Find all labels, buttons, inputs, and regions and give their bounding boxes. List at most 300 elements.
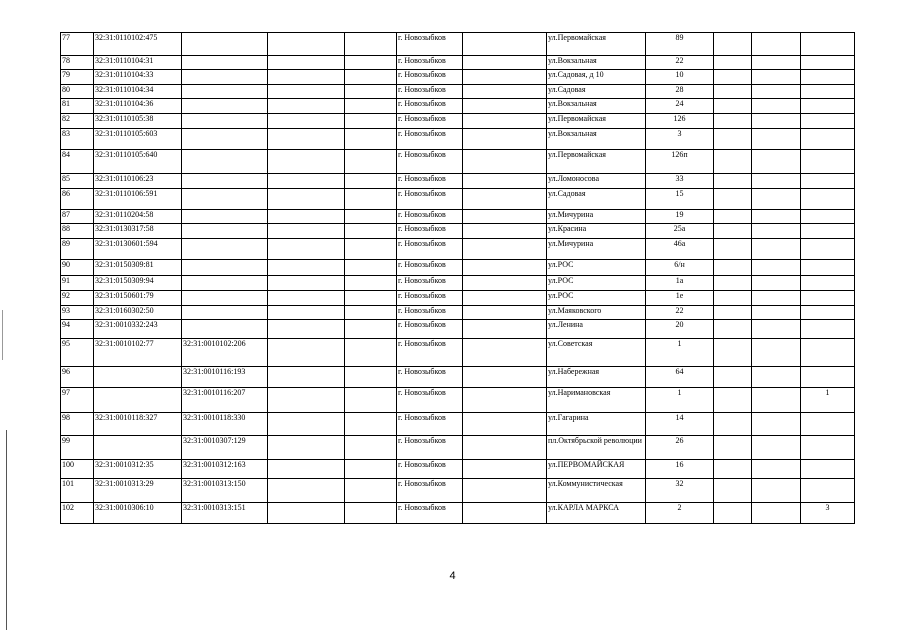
cell-empty bbox=[463, 56, 547, 70]
cell-empty bbox=[345, 388, 397, 413]
cell-house: 14 bbox=[646, 413, 714, 436]
cell-house: 46а bbox=[646, 239, 714, 260]
cell-cad2 bbox=[182, 210, 268, 224]
cell-extra bbox=[801, 413, 855, 436]
cell-empty bbox=[268, 388, 345, 413]
cell-empty bbox=[345, 276, 397, 291]
cell-cad1: 32:31:0110106:591 bbox=[94, 189, 182, 210]
cell-empty bbox=[463, 339, 547, 367]
cell-city: г. Новозыбков bbox=[397, 306, 463, 320]
cell-house: 126 bbox=[646, 114, 714, 129]
table-row bbox=[61, 260, 855, 276]
cell-empty bbox=[714, 306, 752, 320]
cell-empty bbox=[268, 224, 345, 239]
cell-city: г. Новозыбков bbox=[397, 436, 463, 460]
cell-house: 16 bbox=[646, 460, 714, 479]
cell-empty bbox=[752, 114, 801, 129]
cell-cad2 bbox=[182, 129, 268, 150]
cell-cad1: 32:31:0150309:94 bbox=[94, 276, 182, 291]
cell-house: 89 bbox=[646, 33, 714, 56]
cell-empty bbox=[752, 224, 801, 239]
cell-city: г. Новозыбков bbox=[397, 388, 463, 413]
cell-extra bbox=[801, 189, 855, 210]
cell-empty bbox=[463, 436, 547, 460]
cell-empty bbox=[268, 150, 345, 174]
table-row bbox=[61, 306, 855, 320]
cell-cad1: 32:31:0110105:640 bbox=[94, 150, 182, 174]
cell-city: г. Новозыбков bbox=[397, 503, 463, 524]
cell-cad2 bbox=[182, 239, 268, 260]
cell-empty bbox=[268, 413, 345, 436]
cell-cad2 bbox=[182, 276, 268, 291]
cell-num: 86 bbox=[61, 189, 94, 210]
cell-num: 98 bbox=[61, 413, 94, 436]
cell-empty bbox=[714, 291, 752, 306]
cell-empty bbox=[463, 33, 547, 56]
cell-street: ул.Первомайская bbox=[547, 114, 646, 129]
cell-num: 102 bbox=[61, 503, 94, 524]
cell-cad1 bbox=[94, 436, 182, 460]
cell-empty bbox=[752, 150, 801, 174]
cell-empty bbox=[714, 388, 752, 413]
cell-extra: 3 bbox=[801, 503, 855, 524]
cell-city: г. Новозыбков bbox=[397, 56, 463, 70]
cell-empty bbox=[268, 367, 345, 388]
cell-empty bbox=[752, 210, 801, 224]
cell-extra bbox=[801, 224, 855, 239]
cell-city: г. Новозыбков bbox=[397, 479, 463, 503]
cell-empty bbox=[268, 114, 345, 129]
cell-num: 88 bbox=[61, 224, 94, 239]
cell-extra bbox=[801, 99, 855, 114]
cell-empty bbox=[714, 320, 752, 339]
cell-city: г. Новозыбков bbox=[397, 85, 463, 99]
cell-num: 99 bbox=[61, 436, 94, 460]
cell-empty bbox=[752, 33, 801, 56]
cell-num: 94 bbox=[61, 320, 94, 339]
cell-extra bbox=[801, 56, 855, 70]
table-row bbox=[61, 239, 855, 260]
cell-cad2: 32:31:0010313:151 bbox=[182, 503, 268, 524]
cell-extra bbox=[801, 85, 855, 99]
cell-num: 95 bbox=[61, 339, 94, 367]
cell-cad2: 32:31:0010312:163 bbox=[182, 460, 268, 479]
cell-num: 87 bbox=[61, 210, 94, 224]
cell-house: 1 bbox=[646, 339, 714, 367]
cell-empty bbox=[345, 479, 397, 503]
cell-house: 6/н bbox=[646, 260, 714, 276]
cell-city: г. Новозыбков bbox=[397, 276, 463, 291]
cell-empty bbox=[463, 503, 547, 524]
cell-empty bbox=[345, 239, 397, 260]
cell-city: г. Новозыбков bbox=[397, 210, 463, 224]
cell-empty bbox=[463, 260, 547, 276]
cell-house: 126п bbox=[646, 150, 714, 174]
cell-house: 22 bbox=[646, 306, 714, 320]
cell-cad2: 32:31:0010118:330 bbox=[182, 413, 268, 436]
cell-num: 83 bbox=[61, 129, 94, 150]
table-row bbox=[61, 460, 855, 479]
scan-artifact bbox=[6, 430, 7, 630]
cell-house: 22 bbox=[646, 56, 714, 70]
cell-cad2 bbox=[182, 33, 268, 56]
cell-street: ул.Садовая bbox=[547, 189, 646, 210]
cell-street: пл.Октябрьской революции bbox=[547, 436, 646, 460]
cell-extra bbox=[801, 33, 855, 56]
page-number: 4 bbox=[449, 570, 456, 582]
cell-empty bbox=[463, 189, 547, 210]
cell-empty bbox=[463, 479, 547, 503]
cell-empty bbox=[752, 291, 801, 306]
cell-empty bbox=[268, 291, 345, 306]
cell-empty bbox=[463, 276, 547, 291]
cell-empty bbox=[345, 174, 397, 189]
cell-empty bbox=[268, 56, 345, 70]
cell-cad1: 32:31:0110106:23 bbox=[94, 174, 182, 189]
cell-num: 79 bbox=[61, 70, 94, 85]
cell-extra bbox=[801, 70, 855, 85]
cell-house: 28 bbox=[646, 85, 714, 99]
cell-empty bbox=[714, 503, 752, 524]
cell-city: г. Новозыбков bbox=[397, 367, 463, 388]
cell-street: ул.РОС bbox=[547, 291, 646, 306]
cell-city: г. Новозыбков bbox=[397, 33, 463, 56]
cell-cad2 bbox=[182, 306, 268, 320]
cell-num: 92 bbox=[61, 291, 94, 306]
cell-city: г. Новозыбков bbox=[397, 189, 463, 210]
cell-empty bbox=[268, 320, 345, 339]
cell-empty bbox=[714, 239, 752, 260]
cell-street: ул.Мичурина bbox=[547, 239, 646, 260]
cell-city: г. Новозыбков bbox=[397, 413, 463, 436]
cell-cad2: 32:31:0010116:193 bbox=[182, 367, 268, 388]
cell-empty bbox=[752, 189, 801, 210]
cell-num: 97 bbox=[61, 388, 94, 413]
cell-empty bbox=[714, 210, 752, 224]
cell-cad1: 32:31:0160302:50 bbox=[94, 306, 182, 320]
cell-cad2 bbox=[182, 56, 268, 70]
table-row bbox=[61, 276, 855, 291]
cell-empty bbox=[345, 339, 397, 367]
cell-extra bbox=[801, 239, 855, 260]
cell-empty bbox=[345, 413, 397, 436]
cell-city: г. Новозыбков bbox=[397, 291, 463, 306]
cell-empty bbox=[463, 320, 547, 339]
cell-extra bbox=[801, 114, 855, 129]
cell-empty bbox=[463, 210, 547, 224]
cell-num: 96 bbox=[61, 367, 94, 388]
cell-num: 89 bbox=[61, 239, 94, 260]
cell-cad1: 32:31:0110105:603 bbox=[94, 129, 182, 150]
cell-city: г. Новозыбков bbox=[397, 114, 463, 129]
cell-cad1: 32:31:0010118:327 bbox=[94, 413, 182, 436]
cell-house: 10 bbox=[646, 70, 714, 85]
cell-empty bbox=[714, 460, 752, 479]
cell-empty bbox=[345, 189, 397, 210]
cell-empty bbox=[463, 306, 547, 320]
cell-empty bbox=[268, 479, 345, 503]
cell-cad1: 32:31:0110104:33 bbox=[94, 70, 182, 85]
cell-empty bbox=[714, 276, 752, 291]
cell-cad2: 32:31:0010102:206 bbox=[182, 339, 268, 367]
cell-street: ул.ПЕРВОМАЙСКАЯ bbox=[547, 460, 646, 479]
cell-house: 64 bbox=[646, 367, 714, 388]
cell-empty bbox=[752, 503, 801, 524]
cell-empty bbox=[345, 367, 397, 388]
cell-empty bbox=[752, 260, 801, 276]
cell-street: ул.Первомайская bbox=[547, 150, 646, 174]
cell-street: ул.Вокзальная bbox=[547, 99, 646, 114]
cell-empty bbox=[752, 460, 801, 479]
cell-extra bbox=[801, 276, 855, 291]
cell-street: ул.Садовая, д 10 bbox=[547, 70, 646, 85]
cell-cad1: 32:31:0010102:77 bbox=[94, 339, 182, 367]
cell-empty bbox=[714, 189, 752, 210]
cell-empty bbox=[752, 129, 801, 150]
cell-empty bbox=[714, 339, 752, 367]
cell-empty bbox=[268, 85, 345, 99]
cell-empty bbox=[463, 460, 547, 479]
cell-extra bbox=[801, 479, 855, 503]
cell-street: ул.Наримановская bbox=[547, 388, 646, 413]
cell-house: 19 bbox=[646, 210, 714, 224]
cell-cad2 bbox=[182, 260, 268, 276]
cell-empty bbox=[268, 239, 345, 260]
cell-street: ул.Ленина bbox=[547, 320, 646, 339]
table-row bbox=[61, 367, 855, 388]
cell-cad2 bbox=[182, 320, 268, 339]
cell-empty bbox=[268, 99, 345, 114]
cell-house: 25а bbox=[646, 224, 714, 239]
cell-empty bbox=[345, 70, 397, 85]
cell-empty bbox=[752, 320, 801, 339]
cell-cad1: 32:31:0150601:79 bbox=[94, 291, 182, 306]
cell-cad2 bbox=[182, 189, 268, 210]
cell-cad1: 32:31:0110102:475 bbox=[94, 33, 182, 56]
table-row bbox=[61, 56, 855, 70]
cell-num: 93 bbox=[61, 306, 94, 320]
cell-empty bbox=[268, 460, 345, 479]
table-row bbox=[61, 291, 855, 306]
cell-num: 78 bbox=[61, 56, 94, 70]
cell-num: 101 bbox=[61, 479, 94, 503]
cell-empty bbox=[752, 99, 801, 114]
cell-empty bbox=[345, 150, 397, 174]
cell-empty bbox=[268, 189, 345, 210]
cell-cad1: 32:31:0110104:34 bbox=[94, 85, 182, 99]
cell-empty bbox=[714, 479, 752, 503]
cell-city: г. Новозыбков bbox=[397, 320, 463, 339]
cell-empty bbox=[752, 174, 801, 189]
cell-empty bbox=[752, 388, 801, 413]
cell-empty bbox=[345, 129, 397, 150]
cell-cad2 bbox=[182, 70, 268, 85]
cell-empty bbox=[268, 339, 345, 367]
cell-street: ул.Советская bbox=[547, 339, 646, 367]
cell-empty bbox=[345, 436, 397, 460]
cell-empty bbox=[714, 413, 752, 436]
cell-cad1: 32:31:0110104:31 bbox=[94, 56, 182, 70]
cell-house: 2 bbox=[646, 503, 714, 524]
table-row bbox=[61, 210, 855, 224]
cell-house: 33 bbox=[646, 174, 714, 189]
cell-empty bbox=[752, 413, 801, 436]
table-row bbox=[61, 114, 855, 129]
cell-empty bbox=[463, 291, 547, 306]
cell-empty bbox=[714, 224, 752, 239]
cell-cad2: 32:31:0010307:129 bbox=[182, 436, 268, 460]
cell-empty bbox=[268, 503, 345, 524]
cell-empty bbox=[463, 367, 547, 388]
cell-empty bbox=[752, 479, 801, 503]
cell-cad1 bbox=[94, 367, 182, 388]
cell-city: г. Новозыбков bbox=[397, 129, 463, 150]
cell-empty bbox=[752, 276, 801, 291]
cell-extra bbox=[801, 150, 855, 174]
cell-street: ул.Ломоносова bbox=[547, 174, 646, 189]
cell-extra bbox=[801, 260, 855, 276]
cell-empty bbox=[463, 85, 547, 99]
cell-cad1: 32:31:0130317:58 bbox=[94, 224, 182, 239]
cell-house: 20 bbox=[646, 320, 714, 339]
table-row bbox=[61, 85, 855, 99]
cell-extra bbox=[801, 436, 855, 460]
cell-city: г. Новозыбков bbox=[397, 239, 463, 260]
cell-empty bbox=[714, 129, 752, 150]
cell-extra bbox=[801, 291, 855, 306]
cell-cad1: 32:31:0010332:243 bbox=[94, 320, 182, 339]
table-row bbox=[61, 224, 855, 239]
cell-empty bbox=[268, 260, 345, 276]
cell-extra bbox=[801, 460, 855, 479]
cell-cad1: 32:31:0110104:36 bbox=[94, 99, 182, 114]
cell-city: г. Новозыбков bbox=[397, 260, 463, 276]
cell-num: 100 bbox=[61, 460, 94, 479]
cell-empty bbox=[463, 239, 547, 260]
cell-empty bbox=[345, 503, 397, 524]
cell-house: 1е bbox=[646, 291, 714, 306]
cell-empty bbox=[714, 70, 752, 85]
table-row bbox=[61, 174, 855, 189]
cell-house: 1а bbox=[646, 276, 714, 291]
cell-empty bbox=[345, 99, 397, 114]
cell-empty bbox=[714, 33, 752, 56]
table-row bbox=[61, 479, 855, 503]
cell-num: 84 bbox=[61, 150, 94, 174]
cell-num: 85 bbox=[61, 174, 94, 189]
cell-street: ул.Коммунистическая bbox=[547, 479, 646, 503]
cell-empty bbox=[463, 388, 547, 413]
cell-num: 77 bbox=[61, 33, 94, 56]
cell-cad2 bbox=[182, 85, 268, 99]
cell-empty bbox=[714, 85, 752, 99]
cell-empty bbox=[345, 56, 397, 70]
cell-extra bbox=[801, 174, 855, 189]
cell-city: г. Новозыбков bbox=[397, 460, 463, 479]
cell-empty bbox=[714, 367, 752, 388]
cell-empty bbox=[268, 174, 345, 189]
cell-city: г. Новозыбков bbox=[397, 339, 463, 367]
cell-house: 32 bbox=[646, 479, 714, 503]
cell-num: 80 bbox=[61, 85, 94, 99]
cell-empty bbox=[345, 210, 397, 224]
cell-extra: 1 bbox=[801, 388, 855, 413]
cell-cad1: 32:31:0010312:35 bbox=[94, 460, 182, 479]
table-row bbox=[61, 33, 855, 56]
table-row bbox=[61, 436, 855, 460]
cell-empty bbox=[463, 413, 547, 436]
cell-empty bbox=[752, 306, 801, 320]
cell-empty bbox=[752, 239, 801, 260]
cell-empty bbox=[463, 174, 547, 189]
cell-street: ул.РОС bbox=[547, 276, 646, 291]
cell-empty bbox=[463, 114, 547, 129]
cell-cad1: 32:31:0010313:29 bbox=[94, 479, 182, 503]
cell-empty bbox=[345, 114, 397, 129]
cell-empty bbox=[345, 224, 397, 239]
table-row bbox=[61, 388, 855, 413]
cell-empty bbox=[345, 33, 397, 56]
cell-extra bbox=[801, 339, 855, 367]
cell-house: 3 bbox=[646, 129, 714, 150]
cell-extra bbox=[801, 367, 855, 388]
cell-empty bbox=[268, 129, 345, 150]
cell-cad2 bbox=[182, 99, 268, 114]
cell-empty bbox=[714, 114, 752, 129]
cell-street: ул.Красина bbox=[547, 224, 646, 239]
table-row bbox=[61, 189, 855, 210]
cell-street: ул.Гагарина bbox=[547, 413, 646, 436]
cell-cad2 bbox=[182, 291, 268, 306]
cell-cad2 bbox=[182, 114, 268, 129]
table-row bbox=[61, 99, 855, 114]
scan-artifact bbox=[2, 310, 3, 360]
cell-street: ул.Мичурина bbox=[547, 210, 646, 224]
cell-cad1: 32:31:0130601:594 bbox=[94, 239, 182, 260]
cell-city: г. Новозыбков bbox=[397, 174, 463, 189]
cell-empty bbox=[714, 260, 752, 276]
cell-empty bbox=[752, 367, 801, 388]
cell-extra bbox=[801, 129, 855, 150]
cell-street: ул.Садовая bbox=[547, 85, 646, 99]
cell-empty bbox=[345, 306, 397, 320]
cell-empty bbox=[268, 33, 345, 56]
cell-extra bbox=[801, 306, 855, 320]
cell-empty bbox=[752, 436, 801, 460]
cell-empty bbox=[345, 85, 397, 99]
table-row bbox=[61, 413, 855, 436]
cell-extra bbox=[801, 210, 855, 224]
table-row bbox=[61, 503, 855, 524]
cell-cad1: 32:31:0010306:10 bbox=[94, 503, 182, 524]
cell-cad2: 32:31:0010313:150 bbox=[182, 479, 268, 503]
cell-street: ул.Вокзальная bbox=[547, 129, 646, 150]
cell-empty bbox=[268, 210, 345, 224]
cell-extra bbox=[801, 320, 855, 339]
cell-house: 15 bbox=[646, 189, 714, 210]
cell-empty bbox=[714, 436, 752, 460]
cell-empty bbox=[463, 70, 547, 85]
table-row bbox=[61, 70, 855, 85]
cell-city: г. Новозыбков bbox=[397, 224, 463, 239]
cell-cad1 bbox=[94, 388, 182, 413]
cell-house: 1 bbox=[646, 388, 714, 413]
cell-empty bbox=[714, 150, 752, 174]
cell-cad2 bbox=[182, 174, 268, 189]
cell-empty bbox=[345, 260, 397, 276]
cell-empty bbox=[345, 320, 397, 339]
cell-cad2: 32:31:0010116:207 bbox=[182, 388, 268, 413]
